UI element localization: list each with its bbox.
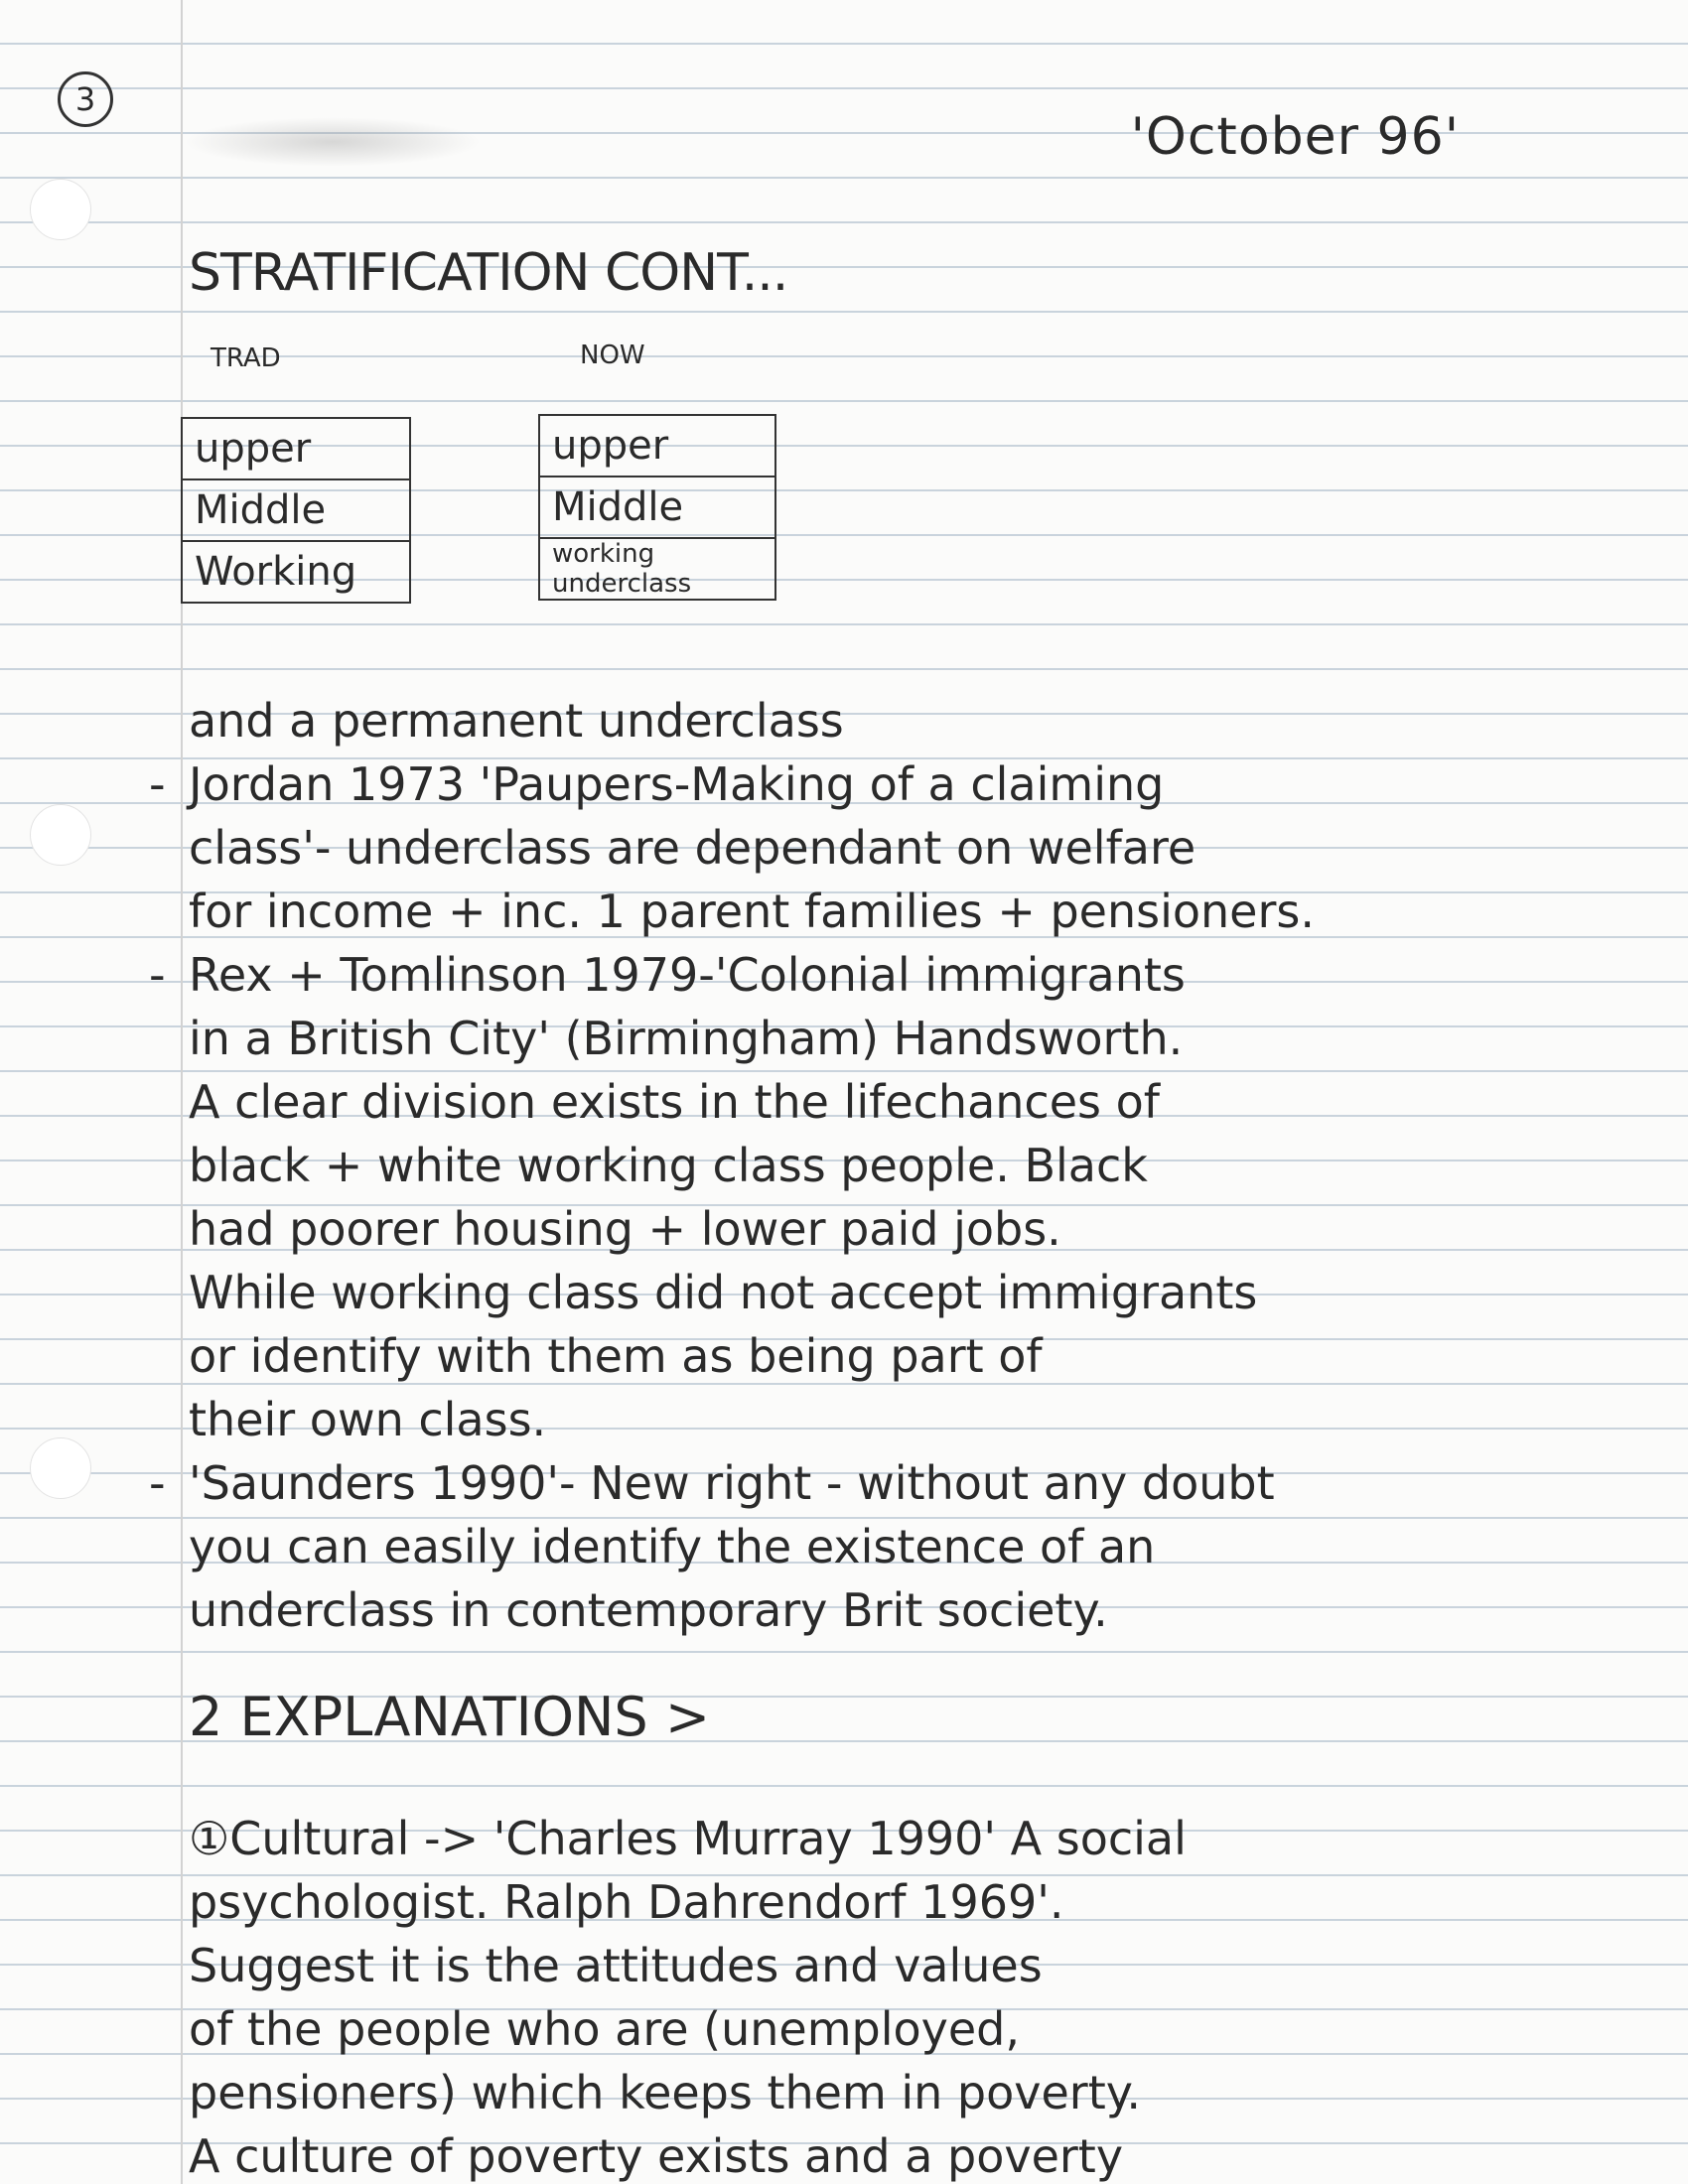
trad-label: TRAD: [211, 343, 281, 373]
now-class-table: [538, 414, 776, 601]
punch-hole: [30, 804, 91, 866]
class-row: underclass: [552, 569, 692, 599]
notes-body: [149, 689, 1618, 2184]
note-line: - Jordan 1973 'Paupers-Making of a claiming: [149, 752, 1618, 816]
note-line: A culture of poverty exists and a poverty: [189, 2129, 1124, 2183]
note-line: While working class did not accept immigrants: [189, 1266, 1258, 1319]
class-row: Middle: [183, 480, 409, 542]
page-heading: STRATIFICATION CONT...: [189, 243, 788, 303]
note-line: ①Cultural -> 'Charles Murray 1990' A social: [189, 1812, 1187, 1865]
note-line: class'- underclass are dependant on welfare: [189, 821, 1196, 875]
note-line: of the people who are (unemployed,: [189, 2002, 1021, 2056]
section-heading: 2 EXPLANATIONS >: [189, 1686, 711, 1748]
class-row: upper: [540, 416, 774, 478]
class-row: Working: [195, 549, 357, 595]
class-row-split: [540, 539, 774, 599]
class-row: upper: [183, 419, 409, 480]
note-line: - 'Saunders 1990'- New right - without any doubt: [149, 1451, 1618, 1515]
date: 'October 96': [1130, 107, 1460, 167]
note-line: for income + inc. 1 parent families + pensioners.: [189, 885, 1315, 938]
note-line: had poorer housing + lower paid jobs.: [189, 1202, 1061, 1256]
note-line: and a permanent underclass: [189, 694, 844, 748]
now-label: NOW: [580, 341, 645, 370]
note-line: in a British City' (Birmingham) Handsworth.: [189, 1012, 1184, 1065]
redacted-area: [184, 117, 482, 167]
page-number: 3: [58, 71, 113, 127]
note-line: or identify with them as being part of: [189, 1329, 1043, 1383]
punch-hole: [30, 1437, 91, 1499]
note-line: A clear division exists in the lifechances of: [189, 1075, 1160, 1129]
trad-class-table: [181, 417, 411, 604]
note-line: their own class.: [189, 1393, 547, 1446]
note-line: underclass in contemporary Brit society.: [189, 1583, 1108, 1637]
note-line: - Rex + Tomlinson 1979-'Colonial immigrants: [149, 943, 1618, 1007]
note-line: you can easily identify the existence of an: [189, 1520, 1156, 1573]
note-line: psychologist. Ralph Dahrendorf 1969'.: [189, 1875, 1064, 1929]
note-line: pensioners) which keeps them in poverty.: [189, 2066, 1142, 2119]
note-line: Suggest it is the attitudes and values: [189, 1939, 1043, 1992]
class-row: working: [552, 539, 655, 569]
class-row: Middle: [540, 478, 774, 539]
punch-hole: [30, 179, 91, 240]
note-line: black + white working class people. Black: [189, 1139, 1148, 1192]
